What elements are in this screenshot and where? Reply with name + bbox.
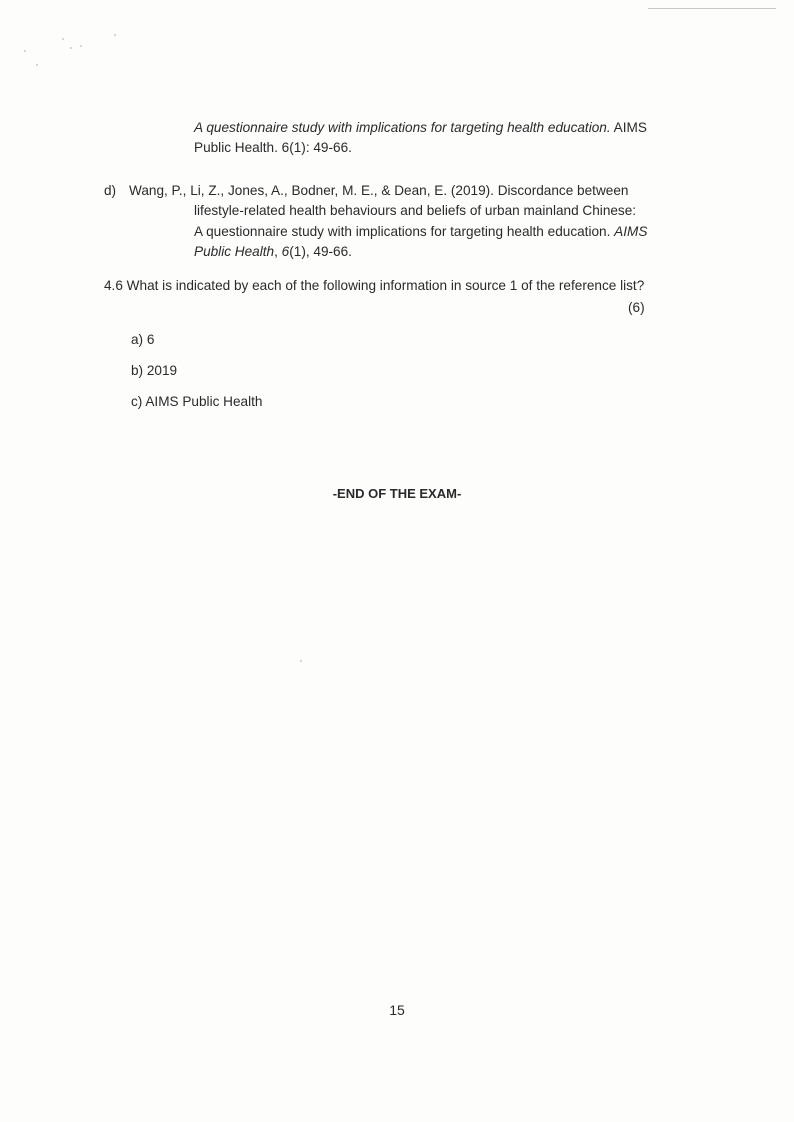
scan-speck [24,50,26,52]
ref-c-journal: AIMS [610,120,647,135]
answer-item-c: c) AIMS Public Health [131,394,263,409]
ref-d-separator: , [274,244,282,259]
ref-d-pages: (1), 49-66. [289,244,352,259]
scan-speck [300,660,302,662]
ref-c-line-2: Public Health. 6(1): 49-66. [194,140,352,155]
scan-speck [36,64,38,66]
page-number: 15 [389,1002,405,1018]
scan-edge-line [648,8,776,9]
ref-c-line-1 [194,118,647,138]
ref-d-line-2: lifestyle-related health behaviours and beliefs of urban mainland Chinese: [194,203,637,218]
answer-item-b: b) 2019 [131,363,178,378]
ref-d-label: d) [104,183,117,198]
ref-c-title: A questionnaire study with implications for targeting health education. [194,120,611,135]
question-marks: (6) [628,300,645,315]
scan-speck [80,45,82,47]
ref-d-journal-end: Public Health [194,244,275,259]
ref-d-volume: 6 [281,244,290,259]
end-of-exam: -END OF THE EXAM- [332,486,462,501]
question-text: 4.6 What is indicated by each of the following information in source 1 of the reference list? [104,278,645,293]
ref-d-line-4 [194,242,352,262]
ref-d-line-1: Wang, P., Li, Z., Jones, A., Bodner, M. E., & Dean, E. (2019). Discordance between [129,183,629,198]
scan-speck [62,38,64,40]
ref-d-line-3 [194,222,647,242]
scan-speck [114,34,116,36]
scan-speck [70,47,72,49]
answer-item-a: a) 6 [131,332,155,347]
ref-d-title-end: A questionnaire study with implications for targeting health education. [194,224,615,239]
ref-d-journal-start: AIMS [614,224,648,239]
